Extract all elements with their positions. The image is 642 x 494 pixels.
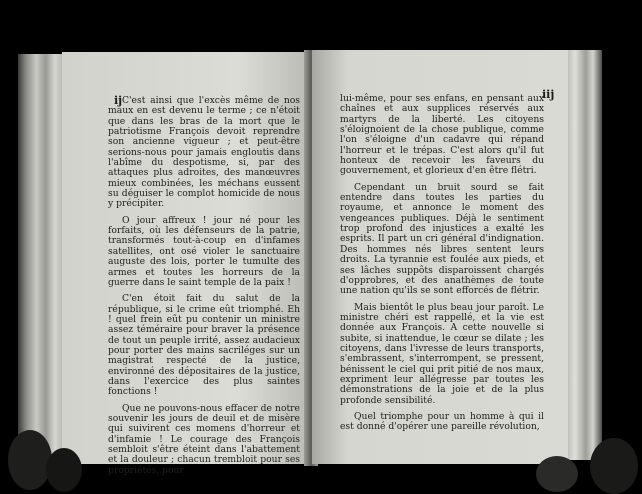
right-page-edges	[566, 50, 602, 460]
dark-shape-bottom-left-2	[46, 448, 82, 492]
left-page-edges	[18, 54, 64, 466]
paragraph: C'en étoit fait du salut de la république, si le crime eût triomphé. Eh ! quel frein eût pu contenir un ministre assez téméraire pour braver la présence de tout un peuple irrité, assez audacieux pour porter des mains sacriléges sur un magistrat respecté de la justice, environné des dépositaires de la justice, dans l'exercice des plus saintes fonctions !	[108, 293, 300, 398]
dark-shape-bottom-left	[8, 430, 52, 490]
right-page	[312, 50, 568, 464]
paragraph: Que ne pouvons-nous effacer de notre souvenir les jours de deuil et de misère qui suivirent ces momens d'horreur et d'infamie ! Le courage des François sembloit s'être éteint dans l'abattement et la douleur ; chacun trembloit pour ses propriétés, pour	[108, 402, 300, 476]
paragraph: O jour affreux ! jour né pour les forfaits, où les défenseurs de la patrie, transformés tout-à-coup en d'infames satellites, ont osé violer le sanctuaire auguste des lois, porter le tumulte des armes et toutes les horreurs de la guerre dans le saint temple de la paix !	[108, 214, 300, 288]
paragraph: C'est ainsi que l'excès même de nos maux en est devenu le terme ; ce n'étoit que dans les bras de la mort que le patriotisme François devoit reprendre son ancienne vigueur ; et peut-être serions-nous pour jamais engloutis dans l'abîme du despotisme, si, par des attaques plus adroites, des manœuvres mieux combinées, les méchans eussent su déguiser le complot homicide de nous y précipiter.	[108, 95, 300, 210]
left-page-number: ij	[114, 94, 123, 107]
right-page-text	[340, 94, 544, 433]
dark-shape-bottom-right	[536, 456, 578, 492]
paragraph: Mais bientôt le plus beau jour paroît. Le ministre chéri est rappellé, et la vie est donnée aux François. A cette nouvelle si subite, si inattendue, le cœur se dilate ; les citoyens, dans l'ivresse de leurs transports, s'embrassent, s'interrompent, se pressent, bénissent le ciel qui prit pitié de nos maux, expriment leur allégresse par toutes les démonstrations de la joie et de la plus profonde sensibilité.	[340, 301, 544, 406]
paragraph: Quel triomphe pour un homme à qui il est donné d'opérer une pareille révolution,	[340, 410, 544, 433]
paragraph: lui-même, pour ses enfans, en pensant aux chaînes et aux supplices réservés aux martyrs de la liberté. Les citoyens s'éloignoient de la chose publique, comme l'on s'éloigne d'un cadavre qui répand l'horreur et le trépas. C'est alors qu'il fut honteux de recevoir les faveurs du gouvernement, et glorieux d'en être flétri.	[340, 93, 544, 177]
left-page	[62, 52, 314, 476]
right-page-number: iij	[542, 88, 555, 101]
paragraph: Cependant un bruit sourd se fait entendre dans toutes les parties du royaume, et annonce le moment des vengeances publiques. Déjà le sentiment trop profond des injustices a exalté les esprits. Il part un cri général d'indignation. Des hommes nés libres sentent leurs droits. La tyrannie est foulée aux pieds, et ses lâches suppôts disparoissent chargés d'opprobres, et des anathèmes de toute une nation qu'ils se sont efforcés de flétrir.	[340, 181, 544, 297]
left-page-text	[108, 96, 300, 476]
dark-shape-bottom-right-2	[590, 438, 638, 494]
